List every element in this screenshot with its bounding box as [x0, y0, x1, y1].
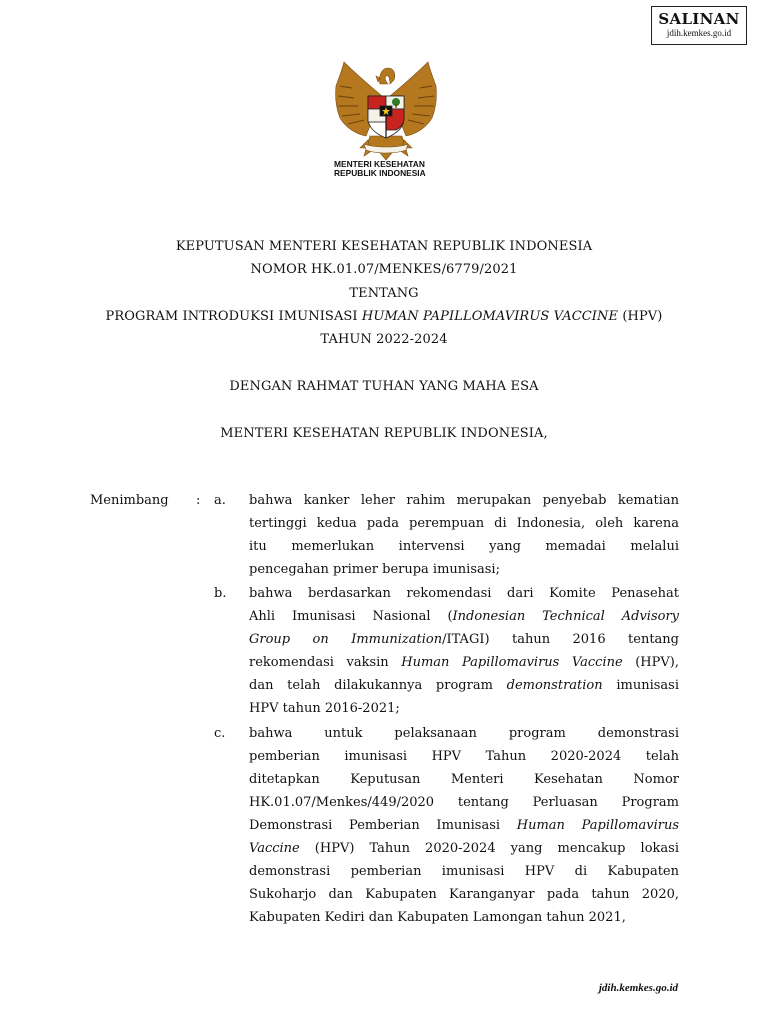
item-c-text	[249, 722, 679, 929]
item-b-text	[249, 582, 679, 720]
paragraph-line: Ahli Imunisasi Nasional (Indonesian Technical Advisory	[249, 609, 679, 624]
paragraph-line: Kabupaten Kediri dan Kabupaten Lamongan tahun 2021,	[249, 910, 626, 925]
paragraph-line: HPV tahun 2016-2021;	[249, 701, 400, 716]
paragraph-line: Demonstrasi Pemberian Imunisasi Human Papillomavirus	[249, 818, 679, 833]
decree-subject	[40, 309, 728, 324]
institution-name-line1: MENTERI KESEHATAN	[334, 159, 425, 169]
paragraph-line: Sukoharjo dan Kabupaten Karanganyar pada tahun 2020,	[249, 887, 679, 902]
decree-about: TENTANG	[349, 286, 419, 301]
paragraph-line: bahwa berdasarkan rekomendasi dari Komite Penasehat	[249, 586, 679, 601]
paragraph-line: pencegahan primer berupa imunisasi;	[249, 562, 500, 577]
subject-pre: PROGRAM INTRODUKSI IMUNISASI	[105, 309, 362, 324]
stamp-url: jdih.kemkes.go.id	[666, 28, 732, 38]
paragraph-line: pemberian imunisasi HPV Tahun 2020-2024 telah	[249, 749, 679, 764]
item-a-letter: a.	[214, 493, 226, 508]
considering-colon: :	[196, 493, 201, 508]
salinan-stamp	[651, 6, 747, 45]
paragraph-line: bahwa kanker leher rahim merupakan penyebab kematian	[249, 493, 679, 508]
paragraph-line: itu memerlukan intervensi yang memadai melalui	[249, 539, 679, 554]
decree-years: TAHUN 2022-2024	[320, 332, 448, 347]
institution-name	[334, 160, 454, 178]
subject-italic: HUMAN PAPILLOMAVIRUS VACCINE	[361, 309, 619, 324]
paragraph-line: Vaccine (HPV) Tahun 2020-2024 yang mencakup lokasi	[249, 841, 679, 856]
minister-heading: MENTERI KESEHATAN REPUBLIK INDONESIA,	[220, 426, 548, 441]
considering-label: Menimbang	[90, 493, 169, 508]
invocation: DENGAN RAHMAT TUHAN YANG MAHA ESA	[229, 379, 539, 394]
paragraph-line: ditetapkan Keputusan Menteri Kesehatan Nomor	[249, 772, 679, 787]
paragraph-line: dan telah dilakukannya program demonstration imunisasi	[249, 678, 679, 693]
paragraph-line: rekomendasi vaksin Human Papillomavirus Vaccine (HPV),	[249, 655, 679, 670]
stamp-title: SALINAN	[658, 10, 740, 28]
decree-title: KEPUTUSAN MENTERI KESEHATAN REPUBLIK INDONESIA	[175, 239, 593, 254]
paragraph-line: tertinggi kedua pada perempuan di Indonesia, oleh karena	[249, 516, 679, 531]
paragraph-line: bahwa untuk pelaksanaan program demonstrasi	[249, 726, 679, 741]
item-a-text	[249, 489, 679, 581]
institution-name-line2: REPUBLIK INDONESIA	[334, 168, 426, 178]
item-b-letter: b.	[214, 586, 227, 601]
garuda-pancasila-icon	[330, 56, 442, 162]
paragraph-line: demonstrasi pemberian imunisasi HPV di Kabupaten	[249, 864, 679, 879]
paragraph-line: HK.01.07/Menkes/449/2020 tentang Perluasan Program	[249, 795, 679, 810]
decree-number: NOMOR HK.01.07/MENKES/6779/2021	[250, 262, 518, 277]
subject-post: (HPV)	[618, 309, 663, 324]
footer-url: jdih.kemkes.go.id	[598, 982, 678, 994]
item-c-letter: c.	[214, 726, 226, 741]
paragraph-line: Group on Immunization/ITAGI) tahun 2016 tentang	[249, 632, 679, 647]
